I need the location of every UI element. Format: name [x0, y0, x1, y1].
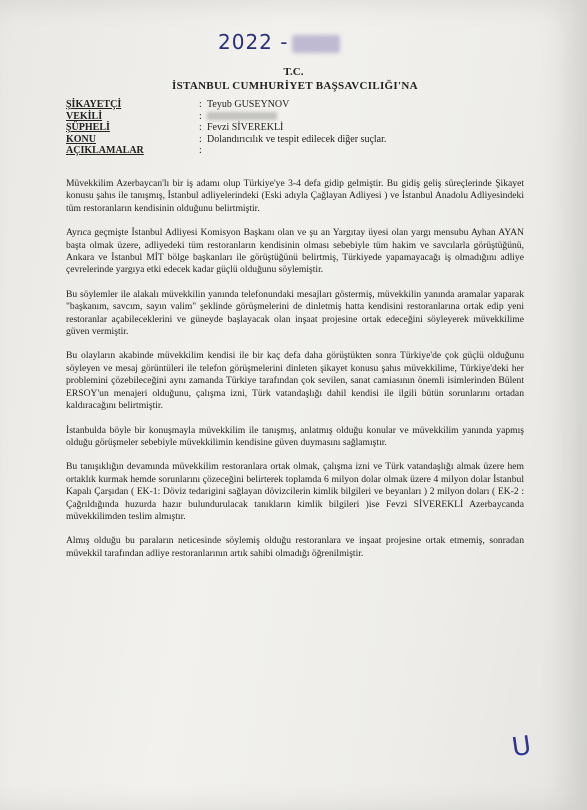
field-label: AÇIKLAMALAR — [66, 145, 144, 156]
paragraph: İstanbulda böyle bir konuşmayla müvekkilim ile tanışmış, anlatmış olduğu konular ve müvekkilim yanında yapmış olduğu görüşmeler sebebiyle müvekkilimin kendisine güven duymasını sağlamıştır. — [66, 424, 524, 448]
paragraph: Bu söylemler ile alakalı müvekkilin yanında telefonundaki mesajları göstermiş, müvekkilin yanında aramalar yaparak "başkanım, savcım, sayın valim" şeklinde görüşmelerini de dinletmiş hatta kendisini restoranlarına ortak edip yeni restoranlar açabileceklerini ve güneyde başlayacak olan inşaat projesine ortak edeceğini söyleyerek müvekkilime güven vermiştir. — [66, 288, 524, 338]
paragraph: Bu olayların akabinde müvekkilim kendisi ile bir kaç defa daha görüştükten sonra Türkiye'de çok güçlü olduğunu söyleyen ve mesaj görüntüleri ile telefon görüşmelerini dinleten şikayet konusu şahıs müvekkilime, Türkiye'deki her problemini çözebileceğini aynı zamanda Türkiye tarafından çok sevilen, sanat camiasının önemli isimlerinden Bülent ERSOY'un menajeri olduğunu, çalışma izni, Türk vatandaşlığı dahil kendisi ile ilgili bütün sorunlarını ortadan kaldıracağını belirtmiştir. — [66, 350, 524, 412]
tc-heading: T.C. — [283, 66, 304, 78]
field-label: VEKİLİ — [66, 110, 103, 122]
field-label: ŞÜPHELİ — [66, 122, 110, 133]
handwritten-date-text: 2022 - — [218, 30, 289, 54]
paragraph: Müvekkilim Azerbaycan'lı bir iş adamı olup Türkiye'ye 3-4 defa gidip gelmiştir. Bu gidiş geliş süreçlerinde Şikayet konusu şahıs ile tanışmış, İstanbul adliyelerindeki (Eski adıyla Çağlayan Adliyesi ) ve İstanbul Anadolu Adliyesindeki tüm restoranların kendisinin olduğunu belirtmiştir. — [66, 178, 524, 214]
field-row: ŞÜPHELİ : Fevzi SİVEREKLİ — [66, 122, 284, 133]
handwritten-date — [218, 30, 340, 54]
office-heading: İSTANBUL CUMHURİYET BAŞSAVCILIĞI'NA — [172, 80, 418, 92]
paragraph: Bu tanışıklığın devamında müvekkilim restoranlara ortak olmak, çalışma izni ve Türk vatandaşlığı almak üzere hem ortaklık kurmak hemde sorunlarını çözeceğini belirterek toplamda 6 milyon dolar olmak üzere 4 milyon dolar İstanbul Kapalı Çarşıdan ( EK-1: Döviz tedarigini sağlayan dövizcilerin kimlik bilgileri ve beyanları ) 2 milyon doları ( EK-2 : Çağrıldığında huzurda hazır bulundurulacak tanıkların kimlik bilgileri )ise Fevzi SİVEREKLİ Azerbaycanda müvekkilimden teslim almıştır. — [66, 461, 524, 522]
paragraph: Ayrıca geçmişte İstanbul Adliyesi Komisyon Başkanı olan ve şu an Yargıtay üyesi olan yargı mensubu Ayhan AYAN başta olmak üzere, adliyedeki tüm restoranların kendisinin olması sebebiyle tüm hakim ve savcılarla görüştüğünü, Ankara ve İstanbul MİT bölge başkanları ile görüştüğünü belirtmiş, Türkiyede yapamayacağı iş olmadığını adliye çevrelerinde yargıya etki edecek kadar güçlü olduğunu söylemiştir. — [66, 227, 524, 276]
field-value: Dolandırıcılık ve tespit edilecek diğer suçlar. — [207, 133, 387, 145]
field-row: ŞİKAYETÇİ : Teyub GUSEYNOV — [66, 99, 290, 110]
signature: U — [510, 730, 534, 764]
field-value: Fevzi SİVEREKLİ — [207, 122, 284, 133]
redacted-blur — [207, 112, 277, 120]
body-text — [66, 178, 524, 572]
case-fields — [66, 99, 386, 157]
field-row: VEKİLİ : — [66, 111, 386, 123]
field-row: KONU : Dolandırıcılık ve tespit edilecek diğer suçlar. — [66, 133, 387, 145]
field-value: Teyub GUSEYNOV — [207, 99, 290, 110]
field-label: ŞİKAYETÇİ — [66, 99, 122, 110]
field-row: AÇIKLAMALAR : — [66, 145, 202, 156]
paragraph: Almış olduğu bu paraların neticesinde söylemiş olduğu restoranlara ve inşaat projesine ortak etmemiş, sonradan müvekkil tarafından adliye restoranlarının artık sahibi olmadığı öğrenilmiştir. — [66, 535, 524, 559]
field-label: KONU — [66, 133, 96, 145]
redacted-blur — [292, 35, 340, 53]
